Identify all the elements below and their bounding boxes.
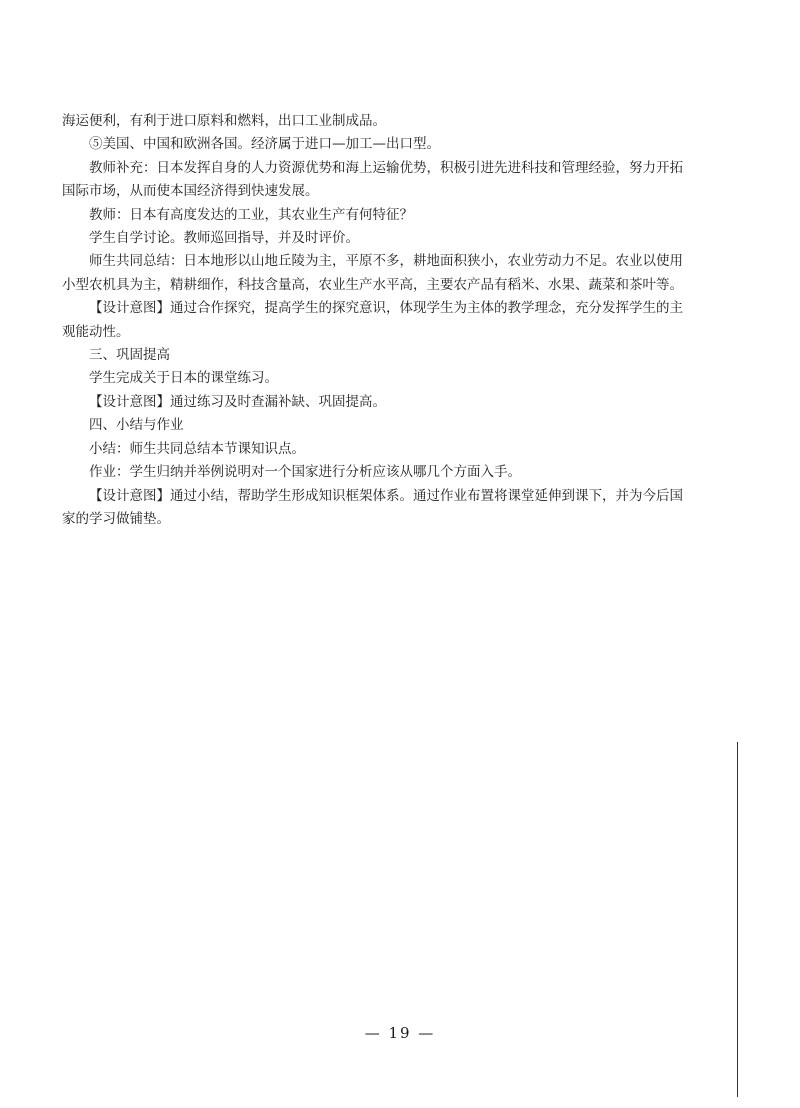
- design-intent-paragraph: 【设计意图】通过合作探究，提高学生的探究意识，体现学生为主体的教学理念，充分发挥学生的主观能动性。: [62, 300, 683, 340]
- page-number: — 19 —: [364, 1024, 436, 1042]
- body-text: [62, 110, 684, 531]
- paragraph: ⑤美国、中国和欧洲各国。经济属于进口—加工—出口型。: [89, 136, 440, 153]
- section-heading: 四、小结与作业: [89, 417, 184, 434]
- paragraph: 海运便利，有利于进口原料和燃料，出口工业制成品。: [62, 113, 386, 129]
- paragraph: 教师补充：日本发挥自身的人力资源优势和海上运输优势，积极引进先进科技和管理经验，努力开拓国际市场，从而使本国经济得到快速发展。: [62, 159, 683, 200]
- scan-edge-line: [737, 742, 738, 1097]
- design-intent-paragraph: 【设计意图】通过小结，帮助学生形成知识框架体系。通过作业布置将课堂延伸到课下，并为今后国家的学习做铺垫。: [62, 487, 683, 527]
- paragraph: 小结：师生共同总结本节课知识点。: [89, 440, 305, 457]
- section-heading: 三、巩固提高: [89, 347, 170, 364]
- paragraph: 教师：日本有高度发达的工业，其农业生产有何特征？: [89, 206, 413, 223]
- paragraph: 师生共同总结：日本地形以山地丘陵为主，平原不多，耕地面积狭小，农业劳动力不足。农业以使用小型农机具为主，精耕细作，科技含量高，农业生产水平高，主要农产品有稻米、水果、蔬菜和茶叶等。: [62, 253, 683, 293]
- paragraph: 学生自学讨论。教师巡回指导，并及时评价。: [89, 230, 359, 247]
- paragraph: 学生完成关于日本的课堂练习。: [89, 370, 278, 387]
- paragraph: 作业：学生归纳并举例说明对一个国家进行分析应该从哪几个方面入手。: [89, 464, 521, 481]
- design-intent-paragraph: 【设计意图】通过练习及时查漏补缺、巩固提高。: [89, 393, 386, 410]
